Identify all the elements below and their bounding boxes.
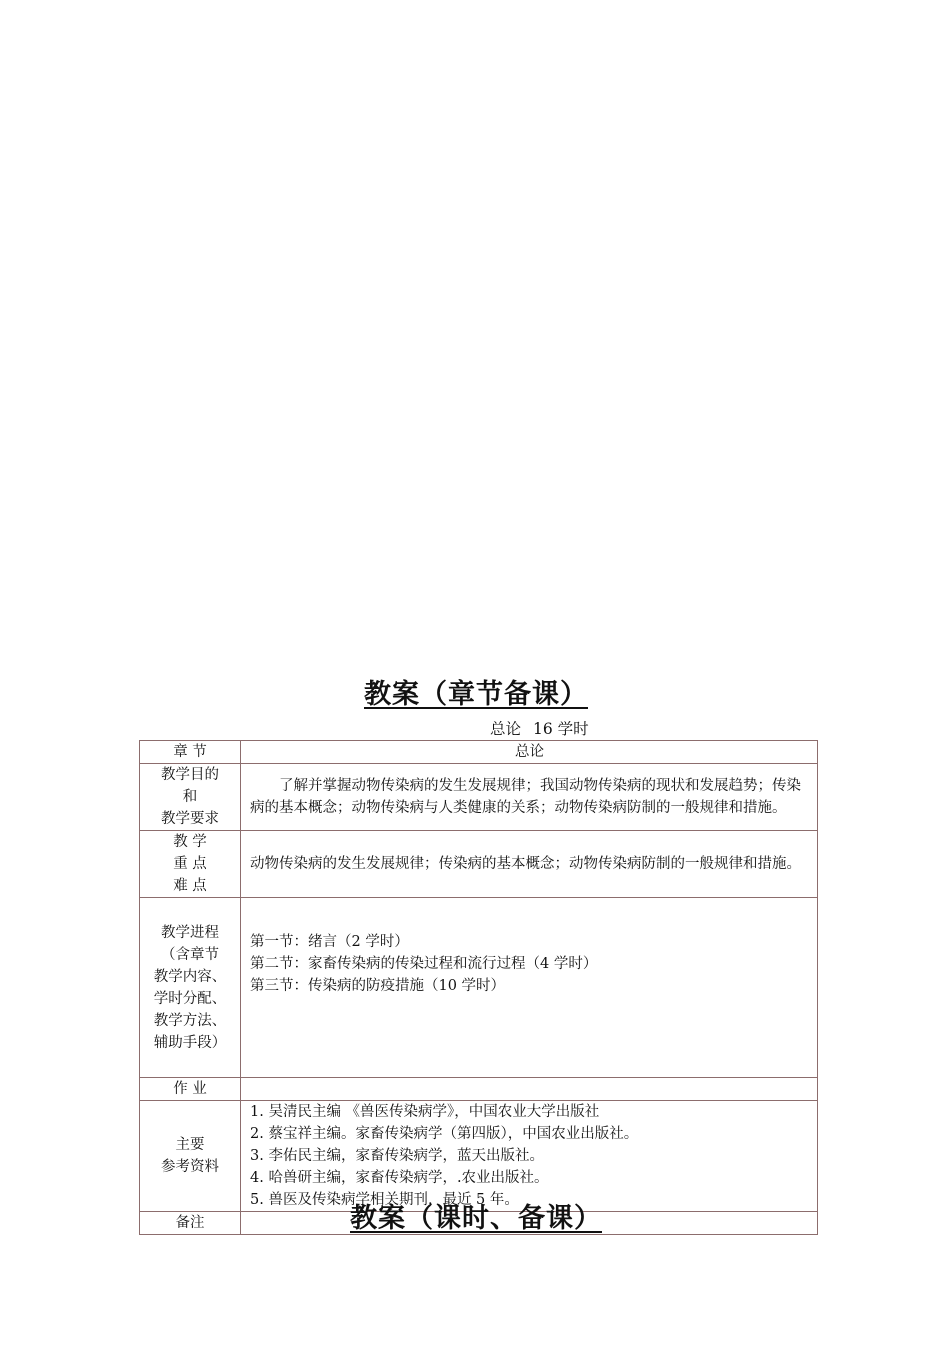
progress-section: 第三节：传染病的防疫措施（10 学时） bbox=[250, 977, 506, 994]
course-subtitle bbox=[490, 717, 589, 739]
goals-label-line: 教学目的 bbox=[161, 767, 219, 783]
table-row bbox=[140, 1078, 818, 1101]
progress-label-line: 学时分配、 bbox=[153, 990, 227, 1007]
lesson-plan-table bbox=[139, 740, 818, 1235]
subtitle-topic: 总论 bbox=[490, 720, 522, 738]
references-label-line: 参考资料 bbox=[161, 1159, 219, 1175]
progress-section: 第一节：绪言（2 学时） bbox=[250, 933, 409, 950]
reference-item: 3. 李佑民主编，家畜传染病学，蓝天出版社。 bbox=[250, 1148, 544, 1164]
goals-label bbox=[140, 764, 241, 831]
table-row bbox=[140, 898, 818, 1078]
progress-label-line: （含章节 bbox=[161, 946, 219, 963]
table-row bbox=[140, 764, 818, 831]
key-points-text: 动物传染病的发生发展规律；传染病的基本概念；动物传染病防制的一般规律和措施。 bbox=[250, 856, 801, 872]
page-title: 教案（章节备课） bbox=[364, 679, 588, 710]
references-label-line: 主要 bbox=[175, 1137, 205, 1153]
progress-label-line: 辅助手段） bbox=[153, 1034, 227, 1051]
chapter-value: 总论 bbox=[241, 741, 818, 764]
progress-cell bbox=[241, 898, 818, 1078]
next-section-title: 教案（课时、备课） bbox=[350, 1203, 602, 1234]
references-label bbox=[140, 1101, 241, 1212]
reference-item: 5. 兽医及传染病学相关期刊，最近 5 年。 bbox=[250, 1192, 519, 1208]
table-row bbox=[140, 831, 818, 898]
reference-item: 1. 吴清民主编 《兽医传染病学》，中国农业大学出版社 bbox=[250, 1104, 600, 1120]
progress-label-line: 教学进程 bbox=[161, 924, 219, 941]
key-points-label bbox=[140, 831, 241, 898]
progress-label-line: 教学内容、 bbox=[153, 968, 227, 985]
reference-item: 4. 哈兽研主编，家畜传染病学，.农业出版社。 bbox=[250, 1170, 549, 1186]
progress-label bbox=[140, 898, 241, 1078]
reference-item: 2. 蔡宝祥主编。家畜传染病学（第四版），中国农业出版社。 bbox=[250, 1126, 639, 1142]
homework-label: 作 业 bbox=[140, 1078, 241, 1101]
key-points-label-line: 难 点 bbox=[173, 878, 207, 894]
progress-section: 第二节：家畜传染病的传染过程和流行过程（4 学时） bbox=[250, 955, 598, 972]
progress-label-line: 教学方法、 bbox=[153, 1012, 227, 1029]
table-row bbox=[140, 741, 818, 764]
key-points-label-line: 重 点 bbox=[173, 856, 207, 872]
key-points-cell bbox=[241, 831, 818, 898]
references-cell bbox=[241, 1101, 818, 1212]
table-row bbox=[140, 1101, 818, 1212]
notes-label: 备注 bbox=[140, 1212, 241, 1235]
homework-value bbox=[241, 1078, 818, 1101]
goals-label-line: 和 bbox=[182, 789, 198, 805]
goals-label-line: 教学要求 bbox=[161, 811, 219, 827]
key-points-label-line: 教 学 bbox=[173, 834, 207, 850]
goals-cell bbox=[241, 764, 818, 831]
chapter-label: 章 节 bbox=[140, 741, 241, 764]
goals-text: 了解并掌握动物传染病的发生发展规律；我国动物传染病的现状和发展趋势；传染病的基本概念；动物传染病与人类健康的关系；动物传染病防制的一般规律和措施。 bbox=[250, 778, 801, 816]
subtitle-hours: 16 学时 bbox=[533, 720, 589, 738]
